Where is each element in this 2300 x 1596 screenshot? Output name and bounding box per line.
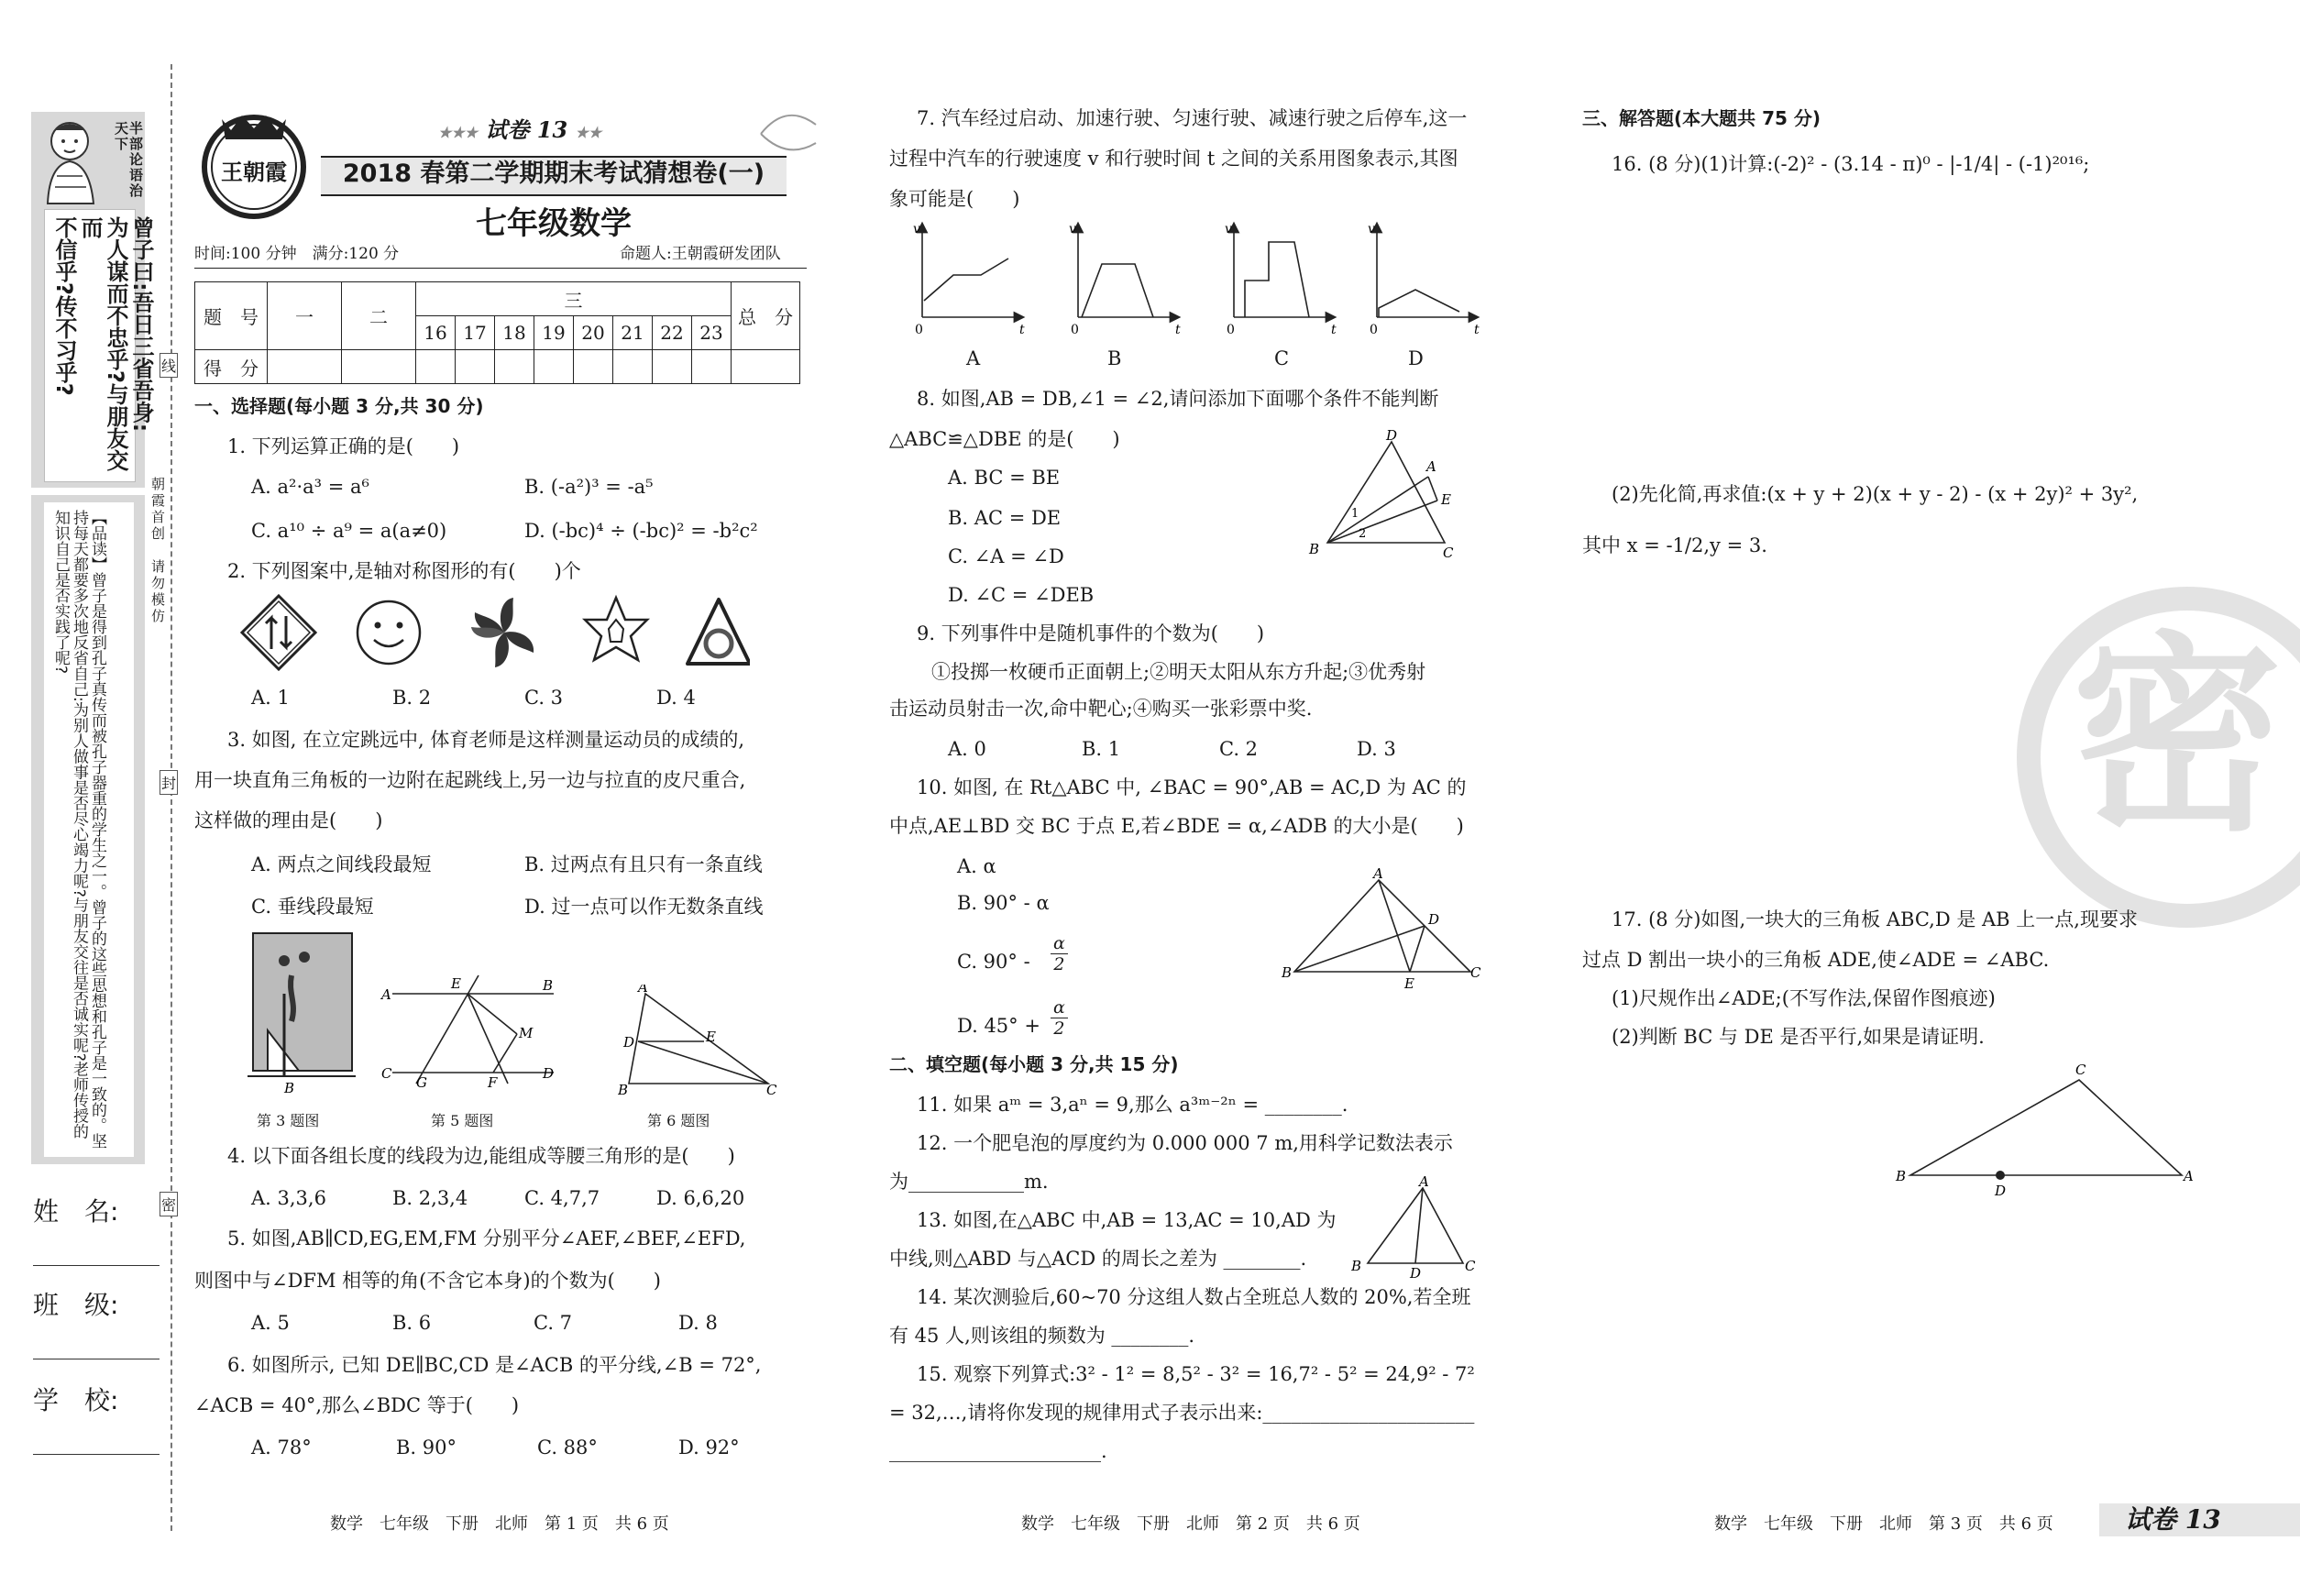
recycle-triangle-figure — [688, 600, 750, 664]
q6-line1: 6. 如图所示, 已知 DE∥BC,CD 是∠ACB 的平分线,∠B = 72°, — [227, 1354, 762, 1376]
svg-text:B: B — [1282, 964, 1293, 981]
score-cell[interactable] — [574, 350, 613, 384]
svg-text:0: 0 — [1370, 323, 1378, 337]
q9-option-a[interactable]: A. 0 — [948, 738, 986, 760]
svg-text:2: 2 — [1359, 527, 1367, 541]
q3-line1: 3. 如图, 在立定跳远中, 体育老师是这样测量运动员的成绩的, — [227, 729, 745, 751]
q7-option-c[interactable]: C — [1274, 347, 1290, 369]
sub-col: 20 — [574, 316, 613, 350]
name-label: 姓 名: — [33, 1196, 119, 1227]
q1-stem: 1. 下列运算正确的是( ) — [227, 435, 460, 457]
q2-stem: 2. 下列图案中,是轴对称图形的有( )个 — [227, 560, 581, 582]
q7-line2: 过程中汽车的行驶速度 v 和行驶时间 t 之间的关系用图象表示,其图 — [889, 148, 1458, 170]
q2-option-a[interactable]: A. 1 — [251, 687, 290, 709]
q6-line2: ∠ACB = 40°,那么∠BDC 等于( ) — [194, 1394, 520, 1416]
q6-option-d[interactable]: D. 92° — [678, 1436, 740, 1458]
svg-text:F: F — [488, 1074, 498, 1089]
q7-option-b[interactable]: B — [1107, 347, 1122, 369]
sub-col: 17 — [456, 316, 495, 350]
binding-mark-secret: 密 — [160, 1192, 178, 1216]
svg-text:C: C — [1443, 545, 1454, 561]
fig5-parallel-lines — [380, 970, 563, 1093]
q15-line1: 15. 观察下列算式:3² - 1² = 8,5² - 3² = 16,7² - 5² = 24,9² - 7² — [917, 1363, 1475, 1385]
svg-text:A: A — [2184, 1168, 2194, 1184]
svg-text:C: C — [2075, 1062, 2086, 1078]
q13-figure — [1351, 1175, 1480, 1283]
q3-line2: 用一块直角三角板的一边附在起跳线上,另一边与拉直的皮尺重合, — [194, 769, 746, 791]
q12-line2: 为____________m. — [889, 1171, 1049, 1193]
footer-page2: 数学 七年级 下册 北师 第 2 页 共 6 页 — [1021, 1514, 1360, 1534]
q17-line3: (1)尺规作出∠ADE;(不写作法,保留作图痕迹) — [1612, 987, 1996, 1009]
q5-line2: 则图中与∠DFM 相等的角(不含它本身)的个数为( ) — [194, 1270, 661, 1292]
q8-option-c[interactable]: C. ∠A = ∠D — [948, 545, 1064, 567]
alpha-over-2: α 2 — [1051, 997, 1068, 1039]
q10-option-c-text: C. 90° - — [957, 951, 1030, 973]
q9-option-d[interactable]: D. 3 — [1357, 738, 1396, 760]
motto-tag: 半部论语治天下 — [113, 121, 144, 199]
q9-option-b[interactable]: B. 1 — [1082, 738, 1121, 760]
q17-line4: (2)判断 BC 与 DE 是否平行,如果是请证明. — [1612, 1026, 1985, 1048]
q4-option-d[interactable]: D. 6,6,20 — [656, 1187, 745, 1209]
svg-text:v: v — [1069, 222, 1076, 237]
score-cell[interactable] — [456, 350, 495, 384]
q1-option-c[interactable]: C. a¹⁰ ÷ a⁹ = a(a≠0) — [251, 520, 447, 542]
fig6-triangle-de-bc — [618, 985, 783, 1098]
q14-line2: 有 45 人,则该组的频数为 ________. — [889, 1325, 1195, 1347]
svg-text:D: D — [1995, 1183, 2007, 1197]
graph-c — [1225, 222, 1337, 337]
q17-line1: 17. (8 分)如图,一块大的三角板 ABC,D 是 AB 上一点,现要求 — [1612, 908, 2138, 930]
svg-text:v: v — [913, 222, 920, 237]
q9-line3: 击运动员射击一次,命中靶心;④购买一张彩票中奖. — [889, 698, 1313, 720]
diamond-sign-figure — [242, 596, 315, 669]
school-field[interactable] — [33, 1381, 160, 1455]
q8-option-b[interactable]: B. AC = DE — [948, 507, 1062, 529]
score-cell[interactable] — [495, 350, 534, 384]
col-section-one: 一 — [268, 282, 342, 350]
svg-text:D: D — [543, 1065, 555, 1082]
svg-text:A: A — [638, 985, 648, 996]
svg-text:B: B — [1309, 541, 1320, 557]
q10-figure — [1282, 867, 1492, 999]
svg-text:A: A — [1426, 458, 1436, 475]
graph-a — [913, 222, 1025, 337]
q1-option-b[interactable]: B. (-a²)³ = -a⁵ — [524, 476, 654, 498]
time-info: 时间:100 分钟 满分:120 分 — [194, 245, 400, 263]
graph-d — [1368, 222, 1480, 337]
q15-line2: = 32,…,请将你发现的规律用式子表示出来:______________________ — [889, 1402, 1475, 1424]
svg-text:E: E — [706, 1029, 716, 1045]
fig6-caption: 第 6 题图 — [647, 1112, 710, 1129]
binding-line — [171, 64, 172, 1531]
svg-text:0: 0 — [915, 323, 923, 337]
q17-line2: 过点 D 割出一块小的三角板 ADE,使∠ADE = ∠ABC. — [1582, 949, 2050, 971]
exam-title: 七年级数学 — [476, 205, 632, 242]
q4-option-a[interactable]: A. 3,3,6 — [251, 1187, 326, 1209]
q7-line1: 7. 汽车经过启动、加速行驶、匀速行驶、减速行驶之后停车,这一 — [917, 107, 1468, 129]
svg-text:M: M — [519, 1025, 534, 1041]
svg-text:A: A — [381, 986, 391, 1003]
svg-text:t: t — [1474, 323, 1480, 337]
q9-line2: ①投掷一枚硬币正面朝上;②明天太阳从东方升起;③优秀射 — [931, 661, 1426, 683]
q12-line1: 12. 一个肥皂泡的厚度约为 0.000 000 7 m,用科学记数法表示 — [917, 1132, 1453, 1154]
svg-text:v: v — [1225, 222, 1232, 237]
author-info: 命题人:王朝霞研发团队 — [620, 245, 781, 263]
q6-option-a[interactable]: A. 78° — [251, 1436, 312, 1458]
q3-option-b[interactable]: B. 过两点有且只有一条直线 — [524, 853, 763, 875]
q2-option-c[interactable]: C. 3 — [524, 687, 564, 709]
q3-option-a[interactable]: A. 两点之间线段最短 — [251, 853, 432, 875]
svg-text:E: E — [451, 975, 461, 992]
quote-line: 为人谋而不忠乎?与朋友交而 — [77, 216, 128, 471]
svg-text:A: A — [1373, 867, 1383, 882]
q5-option-c[interactable]: C. 7 — [534, 1312, 573, 1334]
sub-col: 19 — [534, 316, 574, 350]
q13-line1: 13. 如图,在△ABC 中,AB = 13,AC = 10,AD 为 — [917, 1209, 1337, 1231]
svg-text:D: D — [623, 1034, 635, 1051]
q1-option-a[interactable]: A. a²·a³ = a⁶ — [251, 476, 369, 498]
q9-option-c[interactable]: C. 2 — [1219, 738, 1259, 760]
q11: 11. 如果 aᵐ = 3,aⁿ = 9,那么 a³ᵐ⁻²ⁿ = ________. — [917, 1094, 1348, 1116]
q2-option-d[interactable]: D. 4 — [656, 687, 696, 709]
svg-text:B: B — [1896, 1168, 1907, 1184]
decor-ribbon — [752, 106, 825, 165]
q16-part2-line1: (2)先化简,再求值:(x + y + 2)(x + y - 2) - (x + 2y)² + 3y², — [1612, 483, 2139, 505]
row-label-question: 题 号 — [195, 282, 268, 350]
q7-graphs — [906, 216, 1492, 348]
logo — [194, 103, 314, 226]
col-section-two: 二 — [342, 282, 416, 350]
score-cell[interactable] — [268, 350, 342, 384]
q5-line1: 5. 如图,AB∥CD,EG,EM,FM 分别平分∠AEF,∠BEF,∠EFD, — [227, 1227, 746, 1249]
exam-subtitle: 2018 春第二学期期末考试猜想卷(一) — [342, 160, 765, 188]
sub-col: 23 — [692, 316, 732, 350]
class-field[interactable] — [33, 1285, 160, 1359]
sub-col: 16 — [416, 316, 456, 350]
svg-text:t: t — [1175, 323, 1181, 337]
footer-page1: 数学 七年级 下册 北师 第 1 页 共 6 页 — [330, 1514, 669, 1534]
q10-line2: 中点,AE⊥BD 交 BC 于点 E,若∠BDE = α,∠ADB 的大小是( ) — [889, 815, 1464, 837]
score-cell[interactable] — [653, 350, 692, 384]
q13-line2: 中线,则△ABD 与△ACD 的周长之差为 ________. — [889, 1248, 1307, 1270]
alpha-over-2: α 2 — [1051, 933, 1068, 974]
score-cell[interactable] — [613, 350, 653, 384]
logo-text: 王朝霞 — [221, 159, 287, 185]
q8-line2: △ABC≌△DBE 的是( ) — [889, 428, 1120, 450]
school-label: 学 校: — [33, 1385, 119, 1415]
paper-number: ★★★ 试卷 13 ★★ — [438, 116, 602, 143]
q1-option-d[interactable]: D. (-bc)⁴ ÷ (-bc)² = -b²c² — [524, 520, 758, 542]
svg-text:t: t — [1019, 323, 1025, 337]
svg-text:C: C — [381, 1065, 392, 1082]
q8-option-d[interactable]: D. ∠C = ∠DEB — [948, 584, 1095, 606]
score-cell[interactable] — [692, 350, 732, 384]
q8-line1: 8. 如图,AB = DB,∠1 = ∠2,请问添加下面哪个条件不能判断 — [917, 388, 1439, 410]
svg-text:D: D — [1410, 1265, 1422, 1280]
q5-option-b[interactable]: B. 6 — [392, 1312, 432, 1334]
q10-option-d-text: D. 45° + — [957, 1015, 1040, 1037]
q17-figure — [1892, 1060, 2195, 1201]
q4-stem: 4. 以下面各组长度的线段为边,能组成等腰三角形的是( ) — [227, 1145, 735, 1167]
svg-text:B: B — [284, 1080, 295, 1095]
q5-option-a[interactable]: A. 5 — [251, 1312, 290, 1334]
q8-option-a[interactable]: A. BC = BE — [948, 467, 1061, 489]
graph-b — [1069, 222, 1181, 337]
q3-option-d[interactable]: D. 过一点可以作无数条直线 — [524, 896, 764, 918]
q10-line1: 10. 如图, 在 Rt△ABC 中, ∠BAC = 90°,AB = AC,D 为 AC 的 — [917, 776, 1467, 798]
section2-title: 二、填空题(每小题 3 分,共 15 分) — [889, 1053, 1179, 1075]
q3-option-c[interactable]: C. 垂线段最短 — [251, 896, 374, 918]
name-field[interactable] — [33, 1192, 160, 1266]
section3-title: 三、解答题(本大题共 75 分) — [1582, 107, 1821, 129]
col-section-three: 三 — [416, 282, 732, 316]
fig5-caption: 第 5 题图 — [431, 1112, 494, 1129]
svg-text:B: B — [1351, 1258, 1362, 1274]
scholar-portrait — [35, 117, 108, 209]
bauhinia-figure — [471, 598, 534, 667]
score-table — [194, 281, 800, 384]
fig3-long-jump — [248, 930, 358, 1098]
q16-part1: 16. (8 分)(1)计算:(-2)² - (3.14 - π)⁰ - |-1/4| - (-1)²⁰¹⁶; — [1612, 153, 2090, 175]
svg-text:C: C — [766, 1082, 777, 1095]
reading-text: 【品读】曾子是得到孔子真传而被孔子器重的学生之一。曾子的这些思想和孔子是一致的。坚持每天都要多次地反省自己:为别人做事是否尽心竭力呢?与朋友交往是否诚实呢?老师传授的知识自己是否实践了呢? — [51, 510, 106, 1149]
star-flower-figure — [585, 598, 647, 660]
q16-part2-line2: 其中 x = -1/2,y = 3. — [1582, 534, 1767, 556]
footer-badge: 试卷 13 — [2125, 1504, 2221, 1535]
svg-text:B: B — [543, 977, 554, 994]
smiley-figure — [358, 601, 420, 664]
svg-text:E: E — [1441, 491, 1451, 508]
svg-text:D: D — [1386, 429, 1398, 444]
q10-option-a[interactable]: A. α — [957, 855, 996, 877]
scholar-icon — [35, 117, 108, 205]
seal-watermark-char: 密 — [2072, 615, 2283, 860]
quote-line: 不信乎?传不习乎? — [51, 216, 77, 396]
score-cell[interactable] — [342, 350, 416, 384]
footer-page3: 数学 七年级 下册 北师 第 3 页 共 6 页 — [1714, 1514, 2053, 1534]
q3-line3: 这样做的理由是( ) — [194, 809, 383, 831]
score-cell[interactable] — [534, 350, 574, 384]
col-total: 总 分 — [732, 282, 800, 350]
q9-line1: 9. 下列事件中是随机事件的个数为( ) — [917, 622, 1265, 644]
svg-text:C: C — [1465, 1258, 1476, 1274]
svg-text:G: G — [416, 1074, 427, 1089]
svg-text:B: B — [618, 1082, 629, 1095]
svg-text:1: 1 — [1351, 507, 1359, 521]
q2-option-b[interactable]: B. 2 — [392, 687, 432, 709]
q4-option-b[interactable]: B. 2,3,4 — [392, 1187, 468, 1209]
svg-text:0: 0 — [1227, 323, 1235, 337]
paper-number-text: 试卷 13 — [485, 116, 568, 143]
binding-mark-line: 线 — [160, 353, 178, 378]
fig3-caption: 第 3 题图 — [257, 1112, 320, 1129]
svg-text:0: 0 — [1071, 323, 1079, 337]
q8-figure — [1305, 429, 1470, 570]
q4-option-c[interactable]: C. 4,7,7 — [524, 1187, 600, 1209]
q5-option-d[interactable]: D. 8 — [678, 1312, 718, 1334]
quote-line: 曾子曰:吾日三省吾身: — [128, 216, 154, 433]
sub-col: 22 — [653, 316, 692, 350]
svg-text:C: C — [1470, 964, 1481, 981]
q6-option-c[interactable]: C. 88° — [537, 1436, 598, 1458]
svg-text:v: v — [1368, 222, 1375, 237]
section1-title: 一、选择题(每小题 3 分,共 30 分) — [194, 395, 484, 417]
q7-option-a[interactable]: A — [966, 347, 981, 369]
q15-line3: ______________________. — [889, 1440, 1107, 1462]
q6-option-b[interactable]: B. 90° — [396, 1436, 457, 1458]
svg-text:t: t — [1331, 323, 1337, 337]
q7-line3: 象可能是( ) — [889, 188, 1020, 210]
score-cell[interactable] — [416, 350, 456, 384]
q14-line1: 14. 某次测验后,60~70 分这组人数占全班总人数的 20%,若全班 — [917, 1286, 1471, 1308]
sub-col: 21 — [613, 316, 653, 350]
score-cell[interactable] — [732, 350, 800, 384]
svg-text:E: E — [1404, 975, 1414, 992]
binding-mark-seal: 封 — [160, 770, 178, 795]
svg-text:A: A — [1419, 1175, 1429, 1190]
q7-option-d[interactable]: D — [1408, 347, 1424, 369]
svg-text:D: D — [1428, 911, 1440, 928]
q2-figures — [237, 592, 750, 675]
class-label: 班 级: — [33, 1290, 119, 1320]
q10-option-b[interactable]: B. 90° - α — [957, 892, 1050, 914]
confucius-quote — [51, 216, 154, 477]
sub-col: 18 — [495, 316, 534, 350]
row-label-score: 得 分 — [195, 350, 268, 384]
copyright-note: 朝霞首创 请勿模仿 — [149, 477, 166, 625]
